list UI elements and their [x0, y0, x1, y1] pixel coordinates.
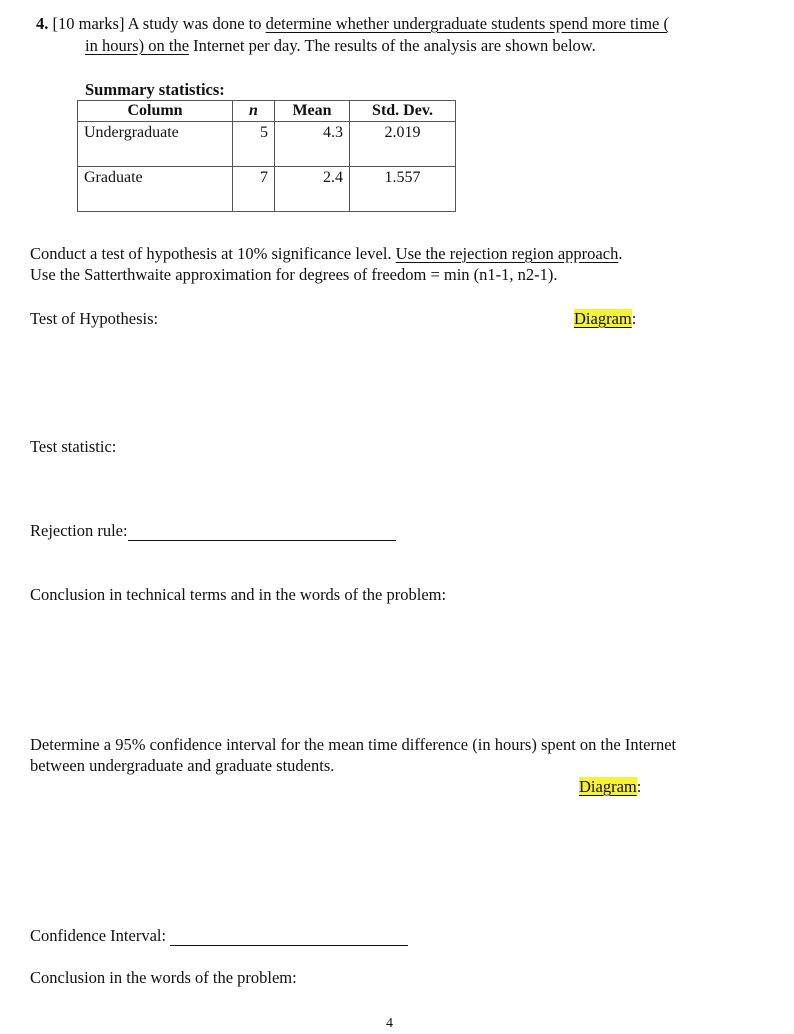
header-column: Column — [78, 101, 233, 122]
question-line-1 — [36, 14, 669, 34]
diagram-label-1 — [574, 309, 636, 329]
cell-n: 5 — [233, 122, 275, 167]
instruction-line-2: Use the Satterthwaite approximation for degrees of freedom = min (n1-1, n2-1). — [30, 265, 558, 284]
cell-column: Undergraduate — [78, 122, 233, 167]
table-row — [78, 122, 456, 167]
header-n: n — [233, 101, 275, 122]
cell-std-dev: 1.557 — [350, 167, 456, 212]
cell-column: Graduate — [78, 167, 233, 212]
rejection-rule-row — [30, 521, 396, 541]
confidence-interval-blank[interactable] — [170, 927, 408, 946]
cell-mean: 4.3 — [275, 122, 350, 167]
conclusion-technical-label: Conclusion in technical terms and in the words of the problem: — [30, 585, 447, 604]
table-header-row — [78, 101, 456, 122]
cell-n: 7 — [233, 167, 275, 212]
rejection-region-link: Use the rejection region approach — [395, 244, 619, 263]
diagram-colon: : — [636, 777, 642, 796]
question-line-2 — [85, 36, 596, 56]
page-number: 4 — [386, 1016, 393, 1031]
instruction-line-1 — [30, 244, 622, 264]
ci-question-line-1: Determine a 95% confidence interval for the mean time difference (in hours) spent on the Internet — [30, 735, 677, 754]
diagram-label-2 — [579, 777, 641, 797]
instruction-period: . — [618, 244, 623, 263]
summary-table — [77, 100, 456, 212]
cell-mean: 2.4 — [275, 167, 350, 212]
confidence-interval-row — [30, 926, 408, 946]
header-mean: Mean — [275, 101, 350, 122]
summary-title: Summary statistics: — [85, 80, 225, 99]
question-underlined-b: in hours) on the — [85, 36, 190, 55]
confidence-interval-label: Confidence Interval: — [30, 926, 167, 945]
question-marks: [10 marks] A study was done to — [52, 14, 262, 33]
test-of-hypothesis-label: Test of Hypothesis: — [30, 309, 159, 328]
cell-std-dev: 2.019 — [350, 122, 456, 167]
header-std-dev: Std. Dev. — [350, 101, 456, 122]
rejection-rule-label: Rejection rule: — [30, 521, 128, 540]
question-number: 4. — [36, 14, 49, 33]
ci-question-line-2: between undergraduate and graduate students. — [30, 756, 335, 775]
question-rest: Internet per day. The results of the analysis are shown below. — [193, 36, 596, 55]
conclusion-words-label: Conclusion in the words of the problem: — [30, 968, 297, 987]
diagram-text: Diagram — [579, 777, 637, 796]
diagram-colon: : — [631, 309, 637, 328]
test-statistic-label: Test statistic: — [30, 437, 117, 456]
rejection-rule-blank[interactable] — [128, 522, 396, 541]
instruction-text: Conduct a test of hypothesis at 10% significance level. — [30, 244, 392, 263]
diagram-text: Diagram — [574, 309, 632, 328]
question-underlined-a: determine whether undergraduate students spend more time ( — [265, 14, 669, 33]
table-row — [78, 167, 456, 212]
